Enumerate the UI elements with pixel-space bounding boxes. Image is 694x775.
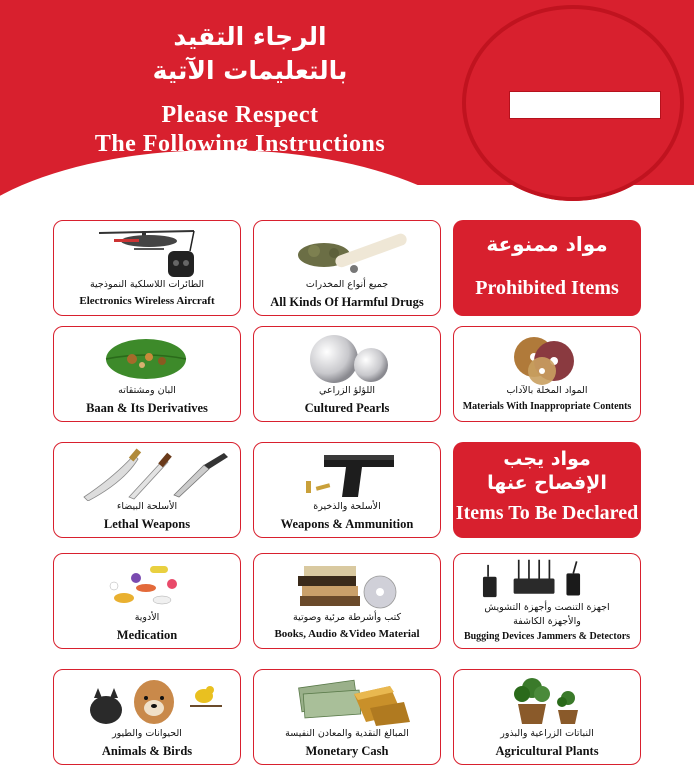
- item-bugging-devices: [453, 553, 641, 649]
- jammer-icon: [454, 558, 614, 604]
- item-medication: [53, 553, 241, 649]
- header-english-line1: Please Respect: [161, 102, 319, 128]
- item-harmful-drugs: [253, 220, 441, 316]
- item-arabic-label: الأسلحة والذخيرة: [313, 501, 381, 512]
- item-english-label: Baan & Its Derivatives: [86, 401, 208, 415]
- pistol-icon: [254, 447, 441, 501]
- item-english-label: Weapons & Ammunition: [280, 517, 414, 531]
- section-english-label: Items To Be Declared: [455, 502, 639, 524]
- item-english-label: Animals & Birds: [101, 744, 193, 758]
- section-english-label: Prohibited Items: [475, 277, 619, 299]
- item-inappropriate-materials: [453, 326, 641, 422]
- pearls-icon: [254, 331, 441, 385]
- item-arabic-label: الطائرات اللاسلكية النموذجية: [89, 279, 205, 290]
- header-arabic-line1: الرجاء التقيد: [173, 22, 327, 51]
- item-english-label: Bugging Devices Jammers & Detectors: [463, 631, 631, 642]
- item-books-audio-video: [253, 553, 441, 649]
- item-english-label: Lethal Weapons: [103, 517, 191, 531]
- item-english-label: Monetary Cash: [305, 744, 389, 758]
- dog-cat-bird-icon: [54, 674, 241, 728]
- item-english-label: Medication: [116, 628, 178, 642]
- item-arabic-label: المواد المخلة بالآداب: [506, 385, 588, 396]
- pills-icon: [54, 558, 241, 612]
- discs-icon: [454, 331, 641, 385]
- item-english-label: Cultured Pearls: [304, 401, 390, 415]
- item-english-label: All Kinds Of Harmful Drugs: [270, 295, 424, 309]
- section-arabic-label-line1: مواد يجب: [503, 448, 591, 470]
- item-arabic-label: البان ومشتقاته: [118, 385, 176, 396]
- baan-leaf-icon: [54, 331, 241, 385]
- item-agricultural-plants: [453, 669, 641, 765]
- header-english-line2: The Following Instructions: [94, 131, 386, 157]
- item-arabic-label: اللؤلؤ الزراعي: [319, 385, 375, 396]
- no-entry-sign-icon: [462, 5, 684, 201]
- item-english-label: Materials With Inappropriate Contents: [462, 401, 632, 412]
- item-electronics-wireless-aircraft: [53, 220, 241, 316]
- header-arabic-line2: بالتعليمات الآتية: [152, 56, 348, 85]
- helicopter-icon: [54, 225, 241, 279]
- item-arabic-label: الأدوية: [134, 612, 160, 623]
- item-arabic-label: النباتات الزراعية والبذور: [500, 728, 594, 739]
- item-monetary-cash: [253, 669, 441, 765]
- item-arabic-label-line1: اجهزة التنصت وأجهزة التشويش: [484, 602, 610, 613]
- section-prohibited-items: [453, 220, 641, 316]
- section-arabic-label: مواد ممنوعة: [486, 232, 608, 256]
- knives-icon: [54, 447, 241, 501]
- item-weapons-ammunition: [253, 442, 441, 538]
- item-baan-derivatives: [53, 326, 241, 422]
- item-cultured-pearls: [253, 326, 441, 422]
- item-arabic-label: المبالغ النقدية والمعادن النفيسة: [285, 728, 409, 739]
- books-disc-icon: [254, 558, 441, 612]
- item-arabic-label: الحيوانات والطيور: [112, 728, 182, 739]
- drugs-icon: [254, 225, 441, 279]
- item-arabic-label: الأسلحة البيضاء: [116, 501, 178, 512]
- section-arabic-label-line2: الإفصاح عنها: [487, 472, 607, 494]
- item-lethal-weapons: [53, 442, 241, 538]
- item-english-label: Agricultural Plants: [495, 744, 599, 758]
- item-english-label: Books, Audio &Video Material: [274, 628, 420, 640]
- item-english-label: Electronics Wireless Aircraft: [79, 295, 215, 307]
- item-arabic-label: جميع أنواع المخدرات: [305, 279, 389, 290]
- potted-plants-icon: [454, 674, 641, 728]
- item-arabic-label-line2: والأجهزة الكاشفة: [513, 616, 581, 627]
- item-animals-birds: [53, 669, 241, 765]
- section-items-to-be-declared: [453, 442, 641, 538]
- cash-gold-icon: [254, 674, 441, 728]
- item-arabic-label: كتب وأشرطة مرئية وصوتية: [293, 612, 401, 623]
